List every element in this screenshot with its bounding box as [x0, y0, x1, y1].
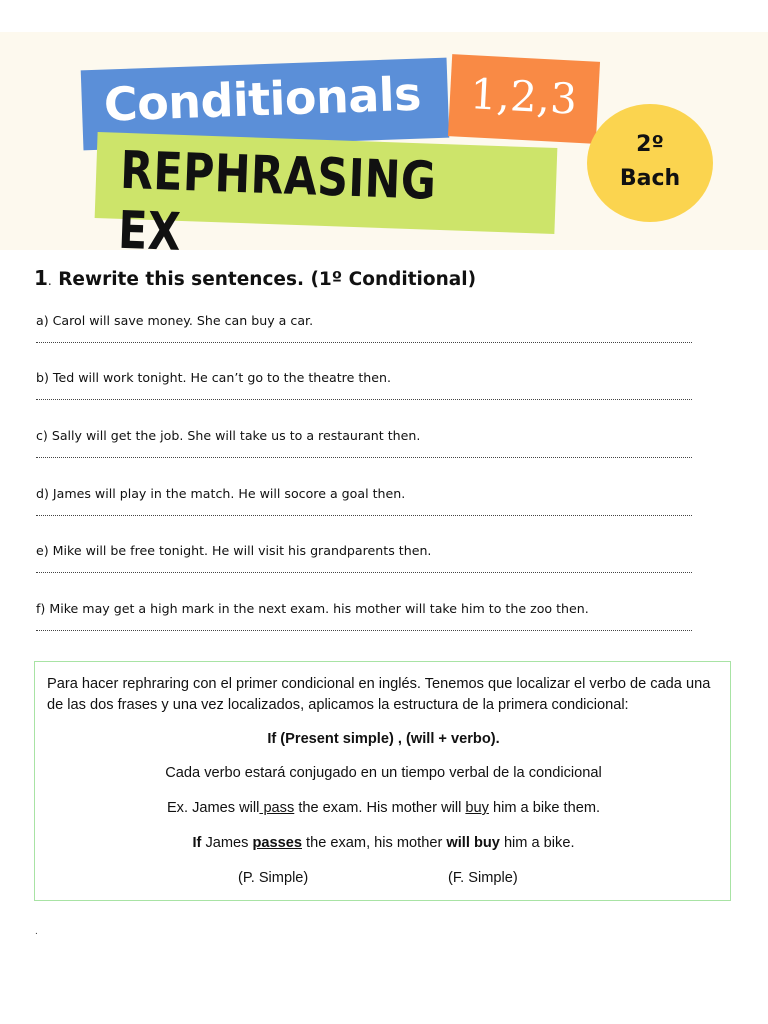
answer-line[interactable]: [36, 572, 692, 573]
exercise-item: [36, 601, 696, 631]
label-present-simple: (P. Simple): [238, 870, 309, 886]
answer-part: him a bike.: [499, 835, 575, 851]
note-answer: [35, 835, 732, 851]
badge-level: Bach: [619, 166, 681, 191]
exercise-item: [36, 543, 696, 573]
exercise-sentence: e) Mike will be free tonight. He will visit his grandparents then.: [36, 543, 432, 558]
grammar-note-box: [34, 661, 731, 901]
example-part: the exam. His mother will: [294, 800, 466, 816]
exercise-item: [36, 313, 696, 343]
label-future-simple: (F. Simple): [448, 870, 518, 886]
section-1-heading: [34, 266, 476, 290]
exercise-sentence: c) Sally will get the job. She will take us to a restaurant then.: [36, 428, 421, 443]
example-part: Ex. James will: [166, 800, 260, 816]
title-numbers-banner: [448, 54, 600, 144]
footer-mark: .: [35, 926, 38, 937]
section-number: 1: [34, 266, 48, 290]
answer-part: the exam, his mother: [301, 835, 447, 851]
answer-verb: will buy: [446, 835, 500, 851]
answer-if: If: [192, 835, 202, 851]
answer-verb: passes: [252, 835, 302, 851]
example-verb: buy: [465, 800, 489, 816]
title-rephrasing-banner: [95, 132, 558, 263]
answer-line[interactable]: [36, 515, 692, 516]
exercise-sentence: d) James will play in the match. He will socore a goal then.: [36, 486, 406, 501]
title-conditionals: Conditionals: [102, 66, 422, 132]
answer-line[interactable]: [36, 342, 692, 343]
exercise-item: [36, 370, 696, 400]
title-rephrasing: REPHRASING EX: [117, 140, 438, 263]
note-intro: Para hacer rephraring con el primer condicional en inglés. Tenemos que localizar el verbo de cada una de las dos frases y una vez localizados, aplicamos la estructura de la primera condicional:: [47, 676, 711, 713]
exercise-sentence: a) Carol will save money. She can buy a car.: [36, 313, 314, 328]
structure-formula: If (Present simple) , (will + verbo).: [267, 731, 500, 747]
section-number-dot: .: [47, 274, 52, 288]
exercise-sentence: b) Ted will work tonight. He can’t go to the theatre then.: [36, 370, 391, 385]
exercise-item: [36, 428, 696, 458]
example-verb: pass: [259, 800, 295, 816]
answer-line[interactable]: [36, 399, 692, 400]
example-part: him a bike them.: [488, 800, 601, 816]
answer-line[interactable]: [36, 630, 692, 631]
exercise-item: [36, 486, 696, 516]
section-title-text: Rewrite this sentences. (1º Conditional): [51, 269, 477, 290]
note-example: [35, 800, 732, 816]
answer-line[interactable]: [36, 457, 692, 458]
exercise-sentence: f) Mike may get a high mark in the next exam. his mother will take him to the zoo then.: [36, 601, 589, 616]
note-structure: [35, 731, 732, 747]
note-conjugation: Cada verbo estará conjugado en un tiempo verbal de la condicional: [165, 765, 602, 781]
level-badge: [587, 104, 713, 222]
title-numbers: 1,2,3: [468, 69, 579, 124]
badge-grade: 2º: [636, 132, 664, 157]
answer-part: James: [201, 835, 253, 851]
